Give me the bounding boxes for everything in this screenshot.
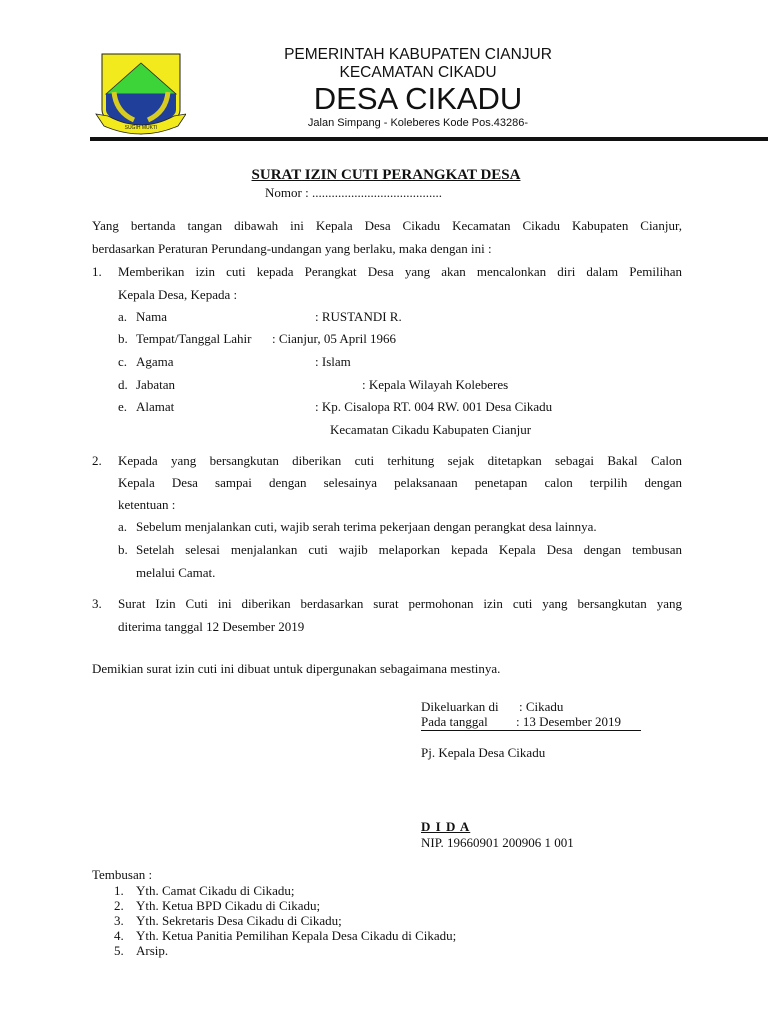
point2-line: Kepada yang bersangkutan diberikan cuti terhitung sejak ditetapkan sebagai Bakal Calon [118,453,682,468]
header-address: Jalan Simpang - Koleberes Kode Pos.43286- [307,117,529,129]
header-divider [90,137,768,141]
point-number: 1. [92,264,102,279]
point1-line: Memberikan izin cuti kepada Perangkat Desa yang akan mencalonkan diri dalam Pemilihan [118,264,682,279]
point-number: 3. [92,596,102,611]
header-village: DESA CIKADU [313,81,523,116]
signer-name: D I D A [421,819,471,834]
sub-letter: a. [118,519,128,534]
svg-text:SUGIH MUKTI: SUGIH MUKTI [124,125,158,131]
intro-line-1: Yang bertanda tangan dibawah ini Kepala Desa Cikadu Kecamatan Cikadu Kabupaten Cianjur, [92,218,682,233]
point2-line: Kepala Desa sampai dengan selesainya pelaksanaan penetapan calon terpilih dengan [118,475,682,490]
point3-line: Surat Izin Cuti ini diberikan berdasarkan surat permohonan izin cuti yang bersangkutan yang [118,596,682,611]
point2-sub-a: Sebelum menjalankan cuti, wajib serah terima pekerjaan dengan perangkat desa lainnya. [136,519,597,534]
point2-sub-b: melalui Camat. [136,565,216,580]
closing-text: Demikian surat izin cuti ini dibuat untuk dipergunakan sebagaimana mestinya. [92,661,501,676]
date-value: : 13 Desember 2019 [516,714,622,729]
issued-value: : Cikadu [519,699,564,714]
issued-label: Dikeluarkan di [421,699,499,714]
letter-title: SURAT IZIN CUTI PERANGKAT DESA [251,167,521,183]
point3-line: diterima tanggal 12 Desember 2019 [118,619,305,634]
point-number: 2. [92,453,102,468]
signer-position: Pj. Kepala Desa Cikadu [421,745,546,760]
sub-letter: b. [118,542,128,557]
cc-item: Arsip. [136,943,169,958]
intro-line-2: berdasarkan Peraturan Perundang-undangan yang berlaku, maka dengan ini : [92,241,492,256]
cc-item: Yth. Ketua Panitia Pemilihan Kepala Desa Cikadu di Cikadu; [136,928,457,943]
cc-item: Yth. Sekretaris Desa Cikadu di Cikadu; [136,913,342,928]
header-district: KECAMATAN CIKADU [339,64,497,81]
date-label: Pada tanggal [421,714,488,729]
letter-number: Nomor : ........................................ [265,185,442,200]
village-logo [94,50,186,136]
cc-item: Yth. Camat Cikadu di Cikadu; [136,883,295,898]
point2-line: ketentuan : [118,497,176,512]
signer-nip: NIP. 19660901 200906 1 001 [421,835,574,850]
cc-label: Tembusan : [92,867,153,882]
header-government: PEMERINTAH KABUPATEN CIANJUR [284,46,552,63]
point1-line: Kepala Desa, Kepada : [118,287,238,302]
point2-sub-b: Setelah selesai menjalankan cuti wajib melaporkan kepada Kepala Desa dengan tembusan [136,542,682,557]
cc-item: Yth. Ketua BPD Cikadu di Cikadu; [136,898,321,913]
